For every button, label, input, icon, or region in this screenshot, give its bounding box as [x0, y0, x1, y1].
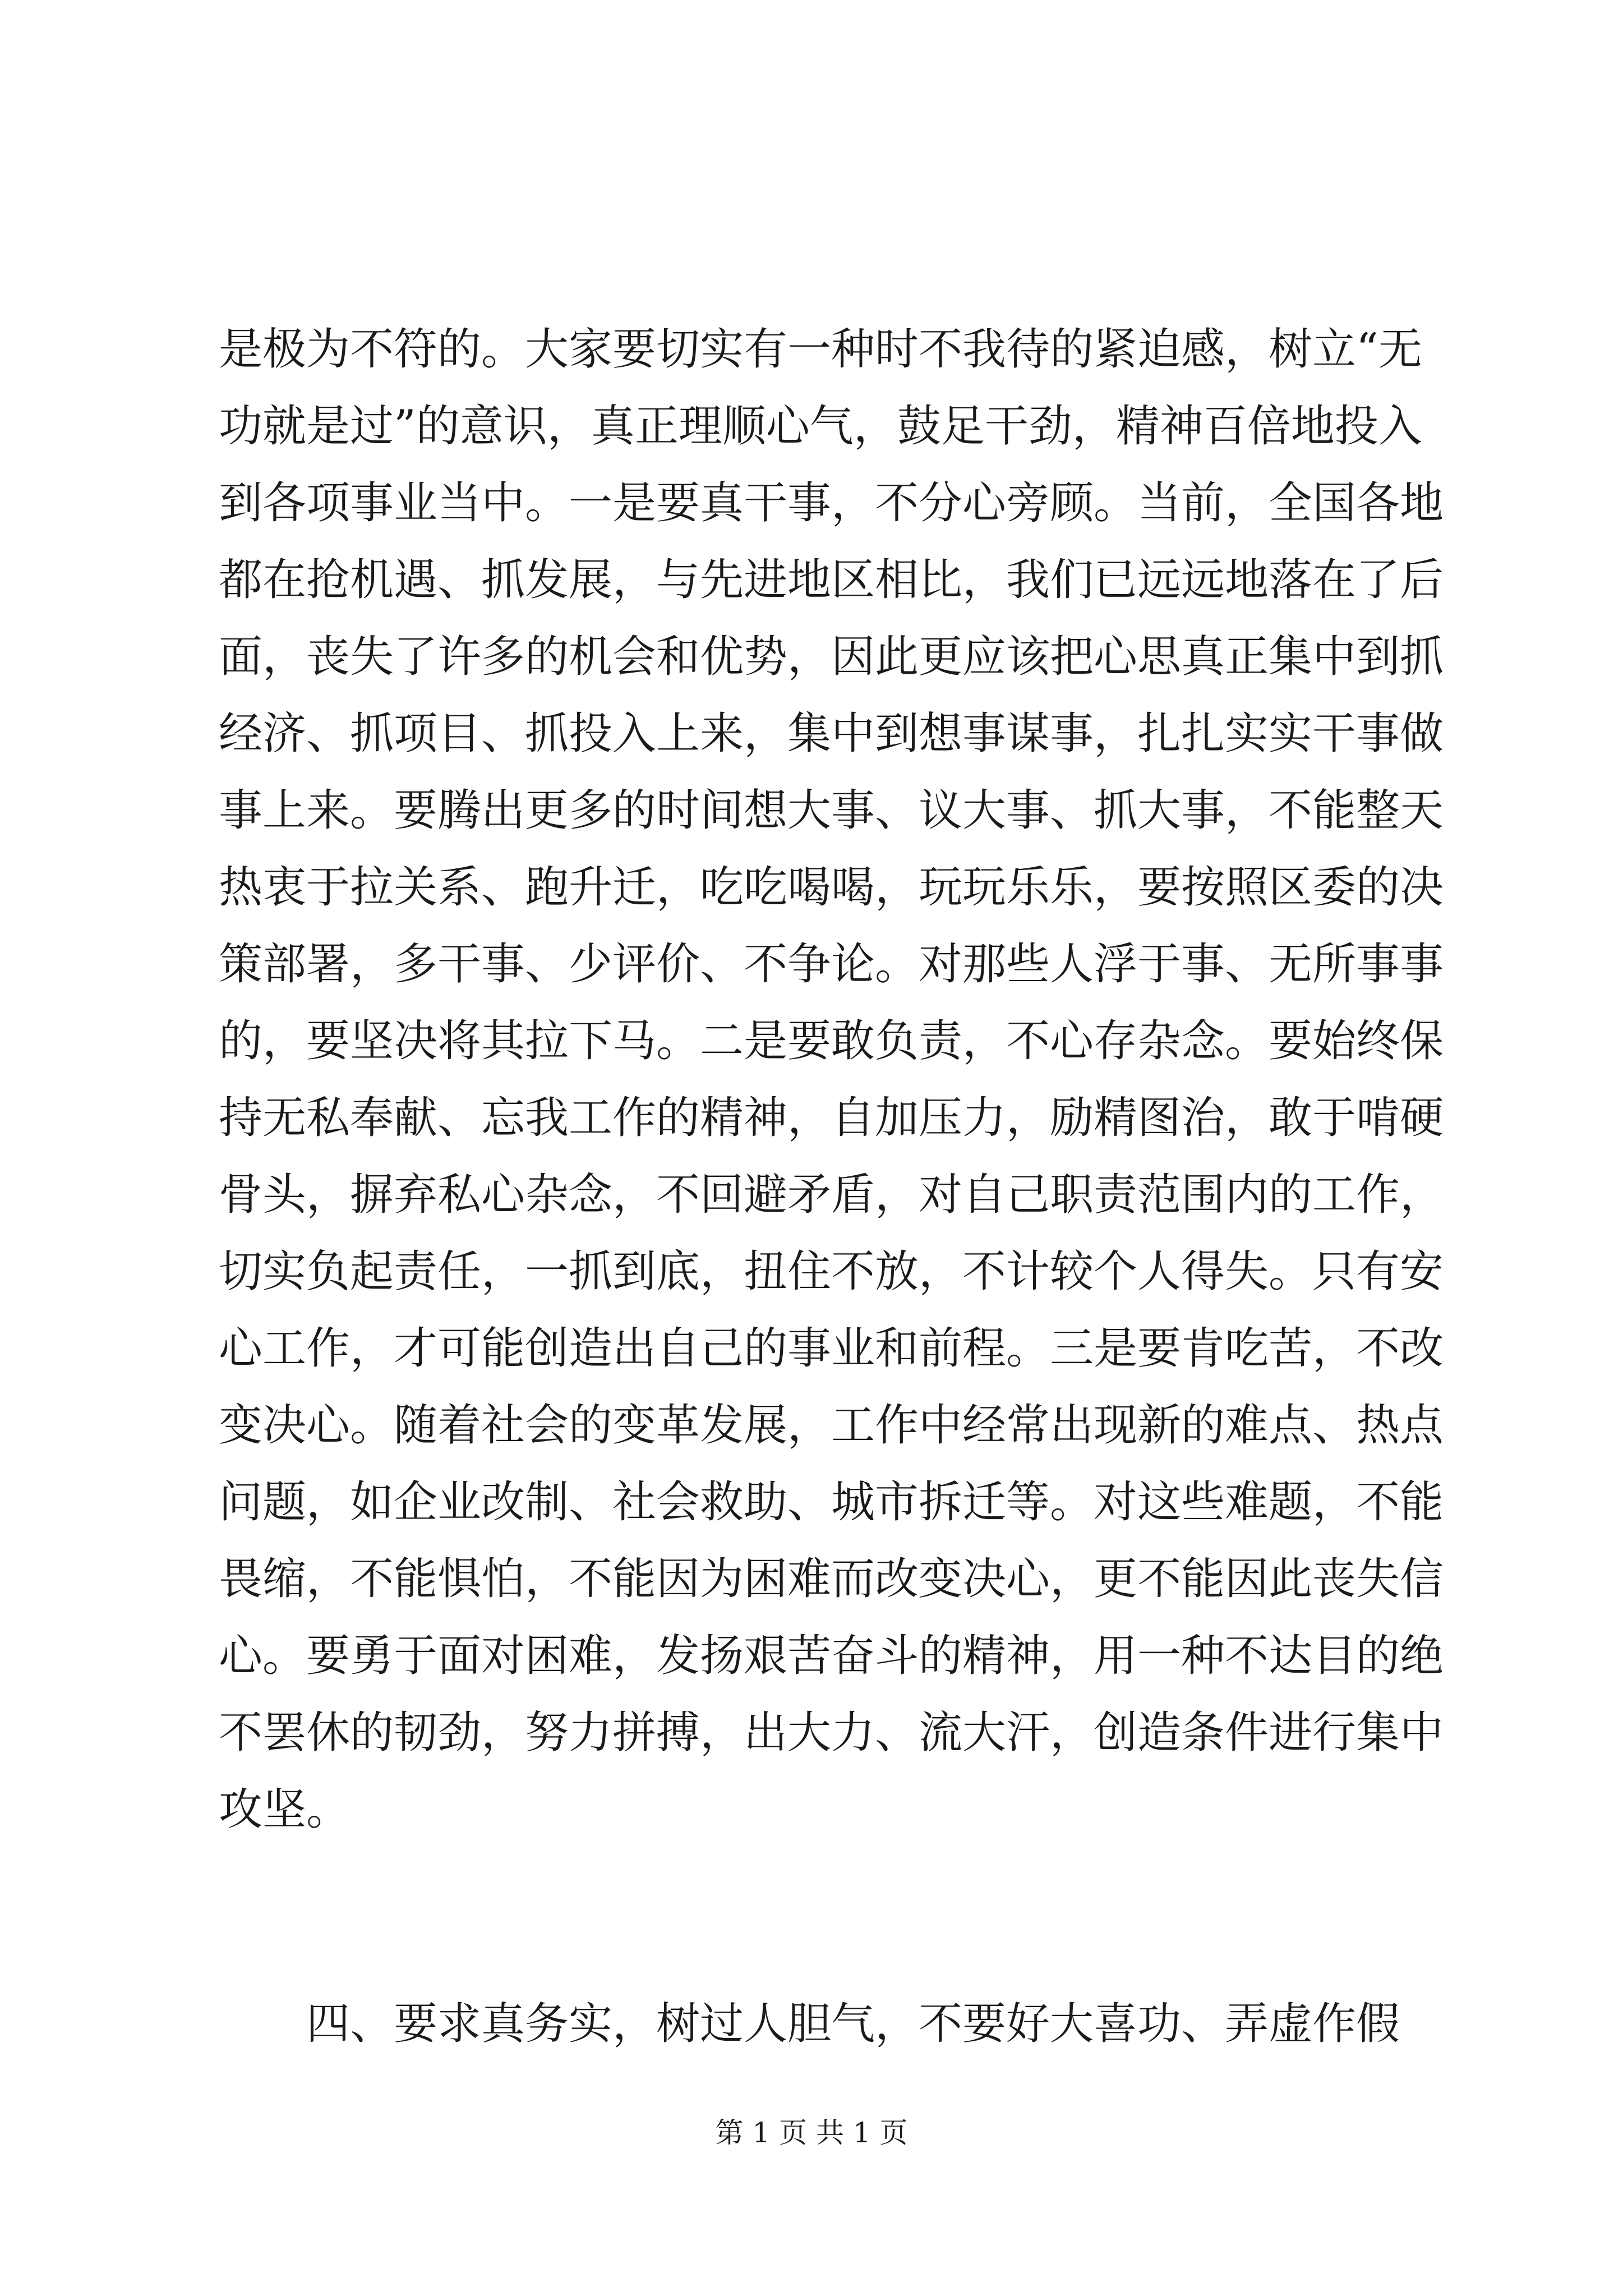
paragraph-line-17: 畏缩，不能惧怕，不能因为困难而改变决心，更不能因此丧失信 [219, 1554, 1444, 1604]
body-paragraph [219, 311, 1444, 1848]
paragraph-line-16: 问题，如企业改制、社会救助、城市拆迁等。对这些难题，不能 [219, 1477, 1444, 1527]
paragraph-line-13: 切实负起责任，一抓到底，扭住不放，不计较个人得失。只有安 [219, 1246, 1444, 1297]
paragraph-line-3: 到各项事业当中。一是要真干事，不分心旁顾。当前，全国各地 [219, 478, 1444, 528]
paragraph-line-5: 面，丧失了许多的机会和优势，因此更应该把心思真正集中到抓 [219, 632, 1444, 682]
paragraph-line-14: 心工作，才可能创造出自己的事业和前程。三是要肯吃苦，不改 [219, 1323, 1444, 1374]
paragraph-line-2: 功就是过”的意识，真正理顺心气，鼓足干劲，精神百倍地投入 [219, 401, 1422, 452]
paragraph-line-20: 攻坚。 [219, 1784, 351, 1835]
paragraph-line-11: 持无私奉献、忘我工作的精神，自加压力，励精图治，敢于啃硬 [219, 1093, 1444, 1143]
section-heading: 四、要求真务实，树过人胆气，不要好大喜功、弄虚作假 [306, 1999, 1400, 2049]
paragraph-line-12: 骨头，摒弃私心杂念，不回避矛盾，对自己职责范围内的工作， [219, 1170, 1444, 1220]
page-footer: 第 1 页 共 1 页 [715, 2116, 908, 2149]
paragraph-line-4: 都在抢机遇、抓发展，与先进地区相比，我们已远远地落在了后 [219, 555, 1444, 605]
paragraph-line-7: 事上来。要腾出更多的时间想大事、议大事、抓大事，不能整天 [219, 785, 1444, 836]
paragraph-line-9: 策部署，多干事、少评价、不争论。对那些人浮于事、无所事事 [219, 939, 1444, 990]
paragraph-line-10: 的，要坚决将其拉下马。二是要敢负责，不心存杂念。要始终保 [219, 1016, 1444, 1066]
paragraph-line-18: 心。要勇于面对困难，发扬艰苦奋斗的精神，用一种不达目的绝 [219, 1631, 1444, 1681]
paragraph-line-15: 变决心。随着社会的变革发展，工作中经常出现新的难点、热点 [219, 1400, 1444, 1451]
paragraph-line-6: 经济、抓项目、抓投入上来，集中到想事谋事，扎扎实实干事做 [219, 708, 1444, 759]
paragraph-line-19: 不罢休的韧劲，努力拼搏，出大力、流大汗，创造条件进行集中 [219, 1708, 1444, 1758]
paragraph-line-8: 热衷于拉关系、跑升迁，吃吃喝喝，玩玩乐乐，要按照区委的决 [219, 862, 1444, 913]
paragraph-line-1: 是极为不符的。大家要切实有一种时不我待的紧迫感，树立“无 [219, 324, 1422, 375]
